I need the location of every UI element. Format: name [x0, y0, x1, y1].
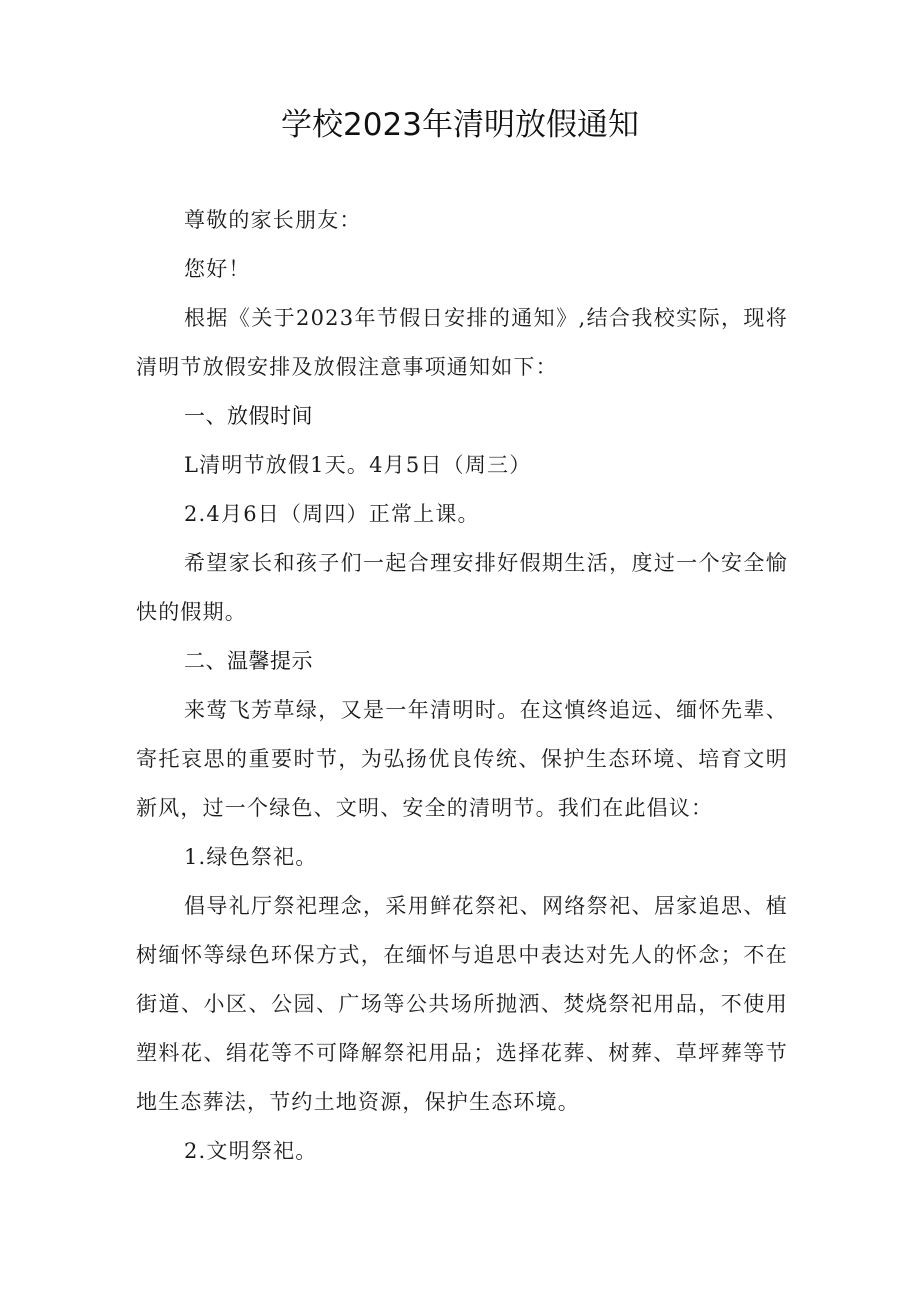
hello: 您好！: [184, 257, 251, 281]
section1-wish: 希望家长和孩子们一起合理安排好假期生活，度过一个安全愉快的假期。: [136, 551, 788, 624]
section1-item1: L清明节放假1天。4月5日（周三）: [184, 453, 532, 477]
document-body: [136, 196, 788, 1176]
section1-item2: 2.4月6日（周四）正常上课。: [184, 502, 480, 526]
section2-item1-body: 倡导礼厅祭祀理念，采用鲜花祭祀、网络祭祀、居家追思、植树缅怀等绿色环保方式，在缅怀与追思中表达对先人的怀念；不在街道、小区、公园、广场等公共场所抛洒、焚烧祭祀用品，不使用塑料花、绢花等不可降解祭祀用品；选择花葬、树葬、草坪葬等节地生态葬法，节约土地资源，保护生态环境。: [136, 894, 788, 1114]
section2-item2-title: 2.文明祭祀。: [184, 1139, 318, 1163]
intro-paragraph: 根据《关于2023年节假日安排的通知》,结合我校实际，现将清明节放假安排及放假注意事项通知如下：: [136, 306, 788, 379]
section2-heading: 二、温馨提示: [184, 649, 313, 673]
section2-item1-title: 1.绿色祭祀。: [184, 845, 318, 869]
section1-heading: 一、放假时间: [184, 404, 313, 428]
document-title: 学校2023年清明放假通知: [281, 107, 639, 143]
greeting: 尊敬的家长朋友：: [184, 208, 362, 232]
section2-intro: 来莺飞芳草绿，又是一年清明时。在这慎终追远、缅怀先辈、寄托哀思的重要时节，为弘扬优良传统、保护生态环境、培育文明新风，过一个绿色、文明、安全的清明节。我们在此倡议：: [136, 698, 788, 820]
